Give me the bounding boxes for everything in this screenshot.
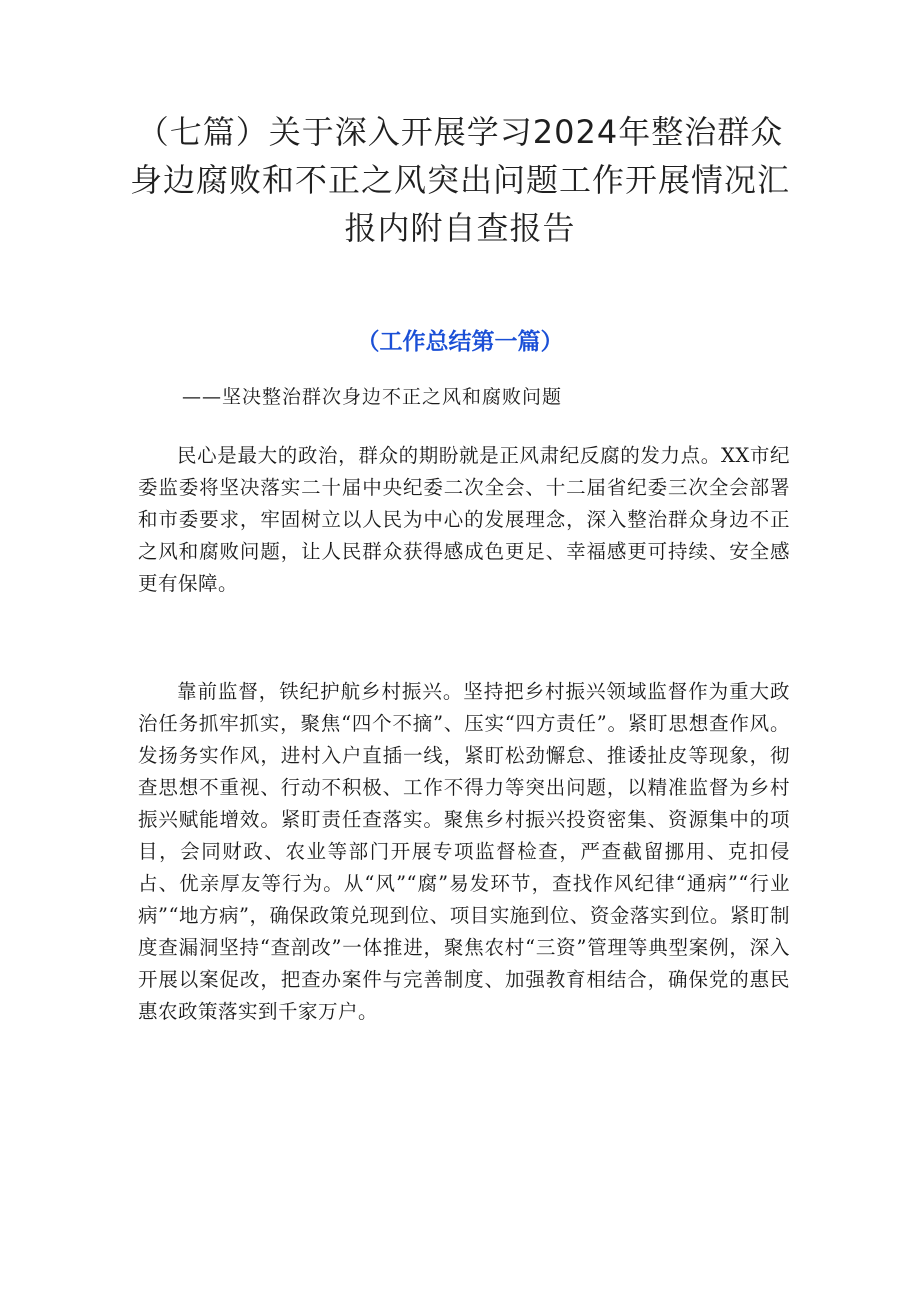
section-subtitle: ——坚决整治群次身边不正之风和腐败问题 (182, 386, 563, 408)
body-paragraph: 民心是最大的政治，群众的期盼就是正风肃纪反腐的发力点。XX市纪委监委将坚决落实二十届中央纪委二次全会、十二届省纪委三次全会部署和市委要求，牢固树立以人民为中心的发展理念，深入整治群众身边不正之风和腐败问题，让人民群众获得感成色更足、幸福感更可持续、安全感更有保障。 (138, 444, 790, 595)
section-heading: （工作总结第一篇） (356, 329, 564, 355)
body-paragraph: 靠前监督，铁纪护航乡村振兴。坚持把乡村振兴领域监督作为重大政治任务抓牢抓实，聚焦“四个不摘”、压实“四方责任”。紧盯思想查作风。发扬务实作风，进村入户直插一线，紧盯松劲懈怠、推诿扯皮等现象，彻查思想不重视、行动不积极、工作不得力等突出问题，以精准监督为乡村振兴赋能增效。紧盯责任查落实。聚焦乡村振兴投资密集、资源集中的项目，会同财政、农业等部门开展专项监督检查，严查截留挪用、克扣侵占、优亲厚友等行为。从“风”“腐”易发环节，查找作风纪律“通病”“行业病”“地方病”，确保政策兑现到位、项目实施到位、资金落实到位。紧盯制度查漏洞坚持“查剖改”一体推进，聚焦农村“三资”管理等典型案例，深入开展以案促改，把查办案件与完善制度、加强教育相结合，确保党的惠民惠农政策落实到千家万户。 (138, 680, 790, 1023)
document-title: （七篇）关于深入开展学习2024年整治群众身边腐败和不正之风突出问题工作开展情况汇报内附自查报告 (130, 113, 791, 247)
